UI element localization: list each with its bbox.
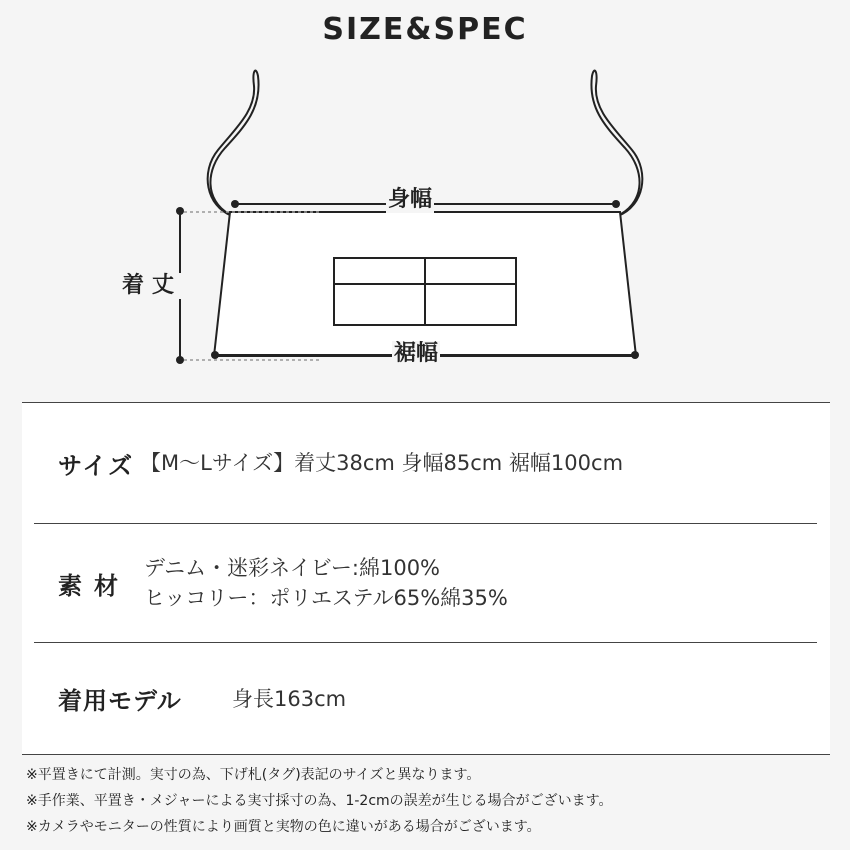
material-row: [34, 524, 817, 643]
notes: [26, 762, 613, 840]
size-label: サイズ: [58, 451, 135, 480]
right-strap: [591, 71, 642, 216]
model-value: 身長163cm: [232, 686, 347, 711]
hem-width-label: 裾幅: [394, 341, 439, 366]
model-label: 着用モデル: [58, 687, 182, 715]
note-1: ※平置きにて計測。実寸の為、下げ札(タグ)表記のサイズと異なります。: [26, 767, 481, 783]
spec-table: [22, 402, 830, 755]
size-row: [34, 403, 817, 524]
page-title: SIZE&SPEC: [322, 12, 528, 47]
apron-diagram: [0, 60, 850, 380]
chest-width-label: 身幅: [388, 187, 433, 212]
length-label: 着丈: [122, 273, 183, 298]
note-2: ※手作業、平置き・メジャーによる実寸採寸の為、1-2cmの誤差が生じる場合がございます。: [26, 793, 613, 809]
size-value: 【M〜Lサイズ】着丈38cm 身幅85cm 裾幅100cm: [140, 451, 624, 475]
note-3: ※カメラやモニターの性質により画質と実物の色に違いがある場合がございます。: [26, 819, 541, 835]
material-label: 素材: [58, 571, 130, 600]
material-line-1: デニム・迷彩ネイビー:綿100%: [144, 556, 441, 580]
left-strap: [208, 71, 259, 216]
model-row: [34, 643, 817, 754]
material-line-2: ヒッコリー：ポリエステル65%綿35%: [144, 586, 508, 610]
material-value: [144, 553, 508, 613]
